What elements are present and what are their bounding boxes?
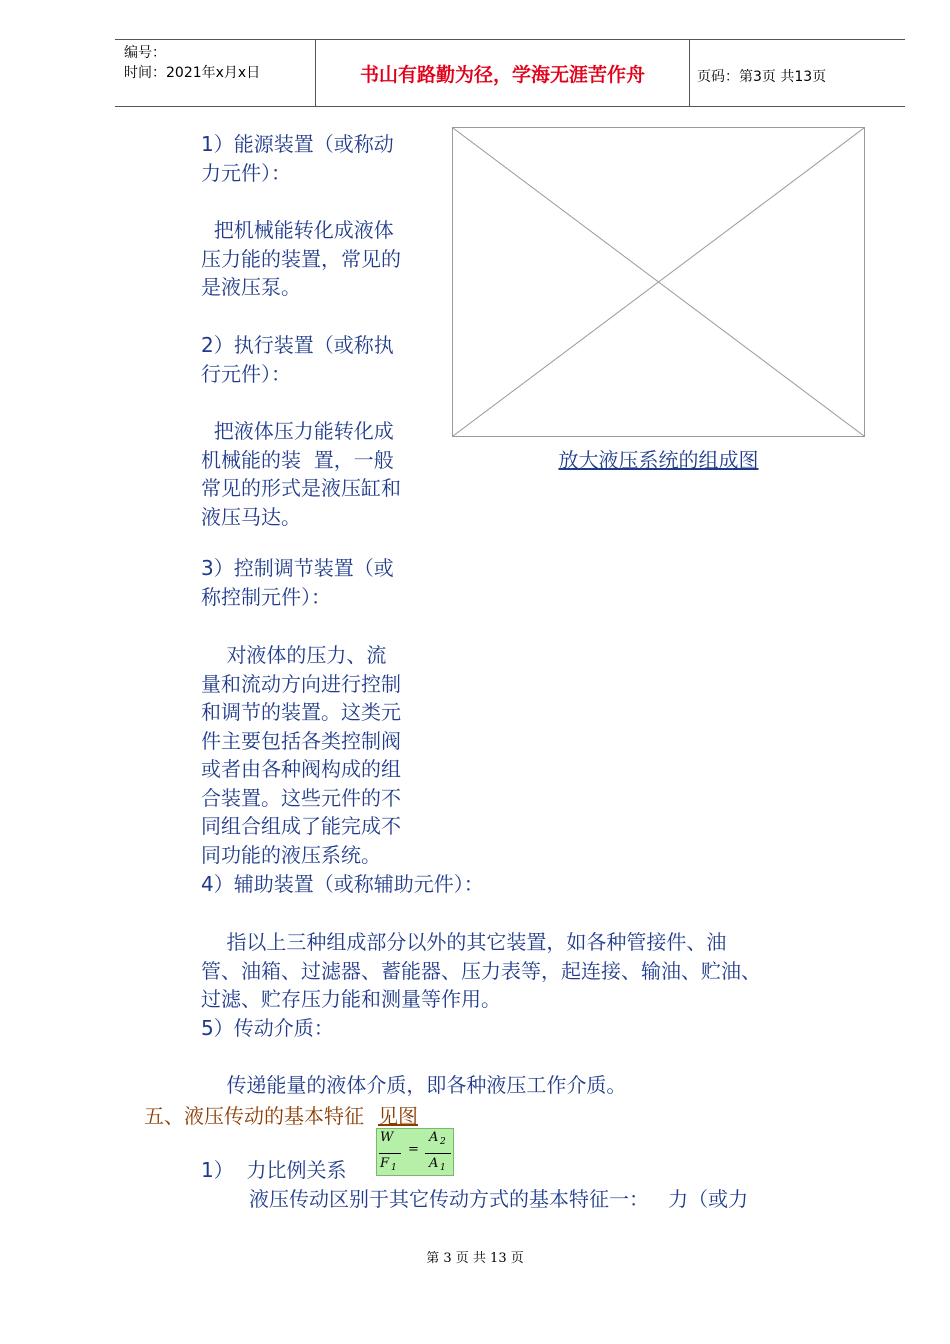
time-label: 时间：2021年x月x日 — [124, 65, 261, 81]
formula-w: W — [380, 1130, 394, 1145]
formula-f-sub: 1 — [391, 1163, 397, 1173]
header-bottom-rule — [115, 106, 905, 107]
p4-title: 4）辅助装置（或称辅助元件）： — [201, 872, 484, 896]
number-label: 编号： — [124, 45, 166, 61]
p1-body: 把机械能转化成液体 压力能的装置，常见的 是液压泵。 — [201, 218, 401, 299]
formula-fraction-bar-right — [425, 1153, 451, 1154]
figure-caption-link[interactable]: 放大液压系统的组成图 — [558, 448, 759, 472]
p1-title: 1）能源装置（或称动 力元件）： — [201, 132, 394, 185]
see-figure-link[interactable]: 见图 — [378, 1104, 418, 1128]
formula-a1-sub: 1 — [440, 1163, 446, 1173]
p5-title: 5）传动介质： — [201, 1016, 334, 1040]
formula-a2-sub: 2 — [440, 1137, 446, 1147]
sub1-title: 1） 力比例关系 — [201, 1158, 347, 1182]
formula-equals: = — [408, 1142, 419, 1157]
section-title: 五、液压传动的基本特征 — [144, 1104, 364, 1128]
p2-title: 2）执行装置（或称执 行元件）： — [201, 333, 394, 386]
image-placeholder — [452, 127, 865, 437]
header-top-rule — [115, 39, 905, 40]
p2-body: 把液体压力能转化成 机械能的装 置，一般 常见的形式是液压缸和 液压马达。 — [201, 419, 401, 529]
p3-body: 对液体的压力、流 量和流动方向进行控制 和调节的装置。这类元 件主要包括各类控制阀 或者由各种阀构成的组 合装置。这些元件的不 同组合组成了能完成不 同功能的液压系统。 — [201, 643, 401, 867]
page-label: 页码：第3页 共13页 — [697, 69, 827, 85]
p5-body: 传递能量的液体介质，即各种液压工作介质。 — [201, 1073, 627, 1097]
formula-f: F — [380, 1156, 390, 1171]
p4-body: 指以上三种组成部分以外的其它装置，如各种管接件、油 管、油箱、过滤器、蓄能器、压力表等，起连接、输油、贮油、 过滤、贮存压力能和测量等作用。 — [201, 930, 761, 1011]
broken-image-icon — [453, 128, 864, 436]
motto: 书山有路勤为径，学海无涯苦作舟 — [359, 64, 645, 86]
page-footer: 第 3 页 共 13 页 — [426, 1251, 524, 1266]
formula-a1: A — [429, 1156, 439, 1171]
formula-fraction-bar-left — [379, 1153, 401, 1154]
header-divider-right — [689, 40, 690, 106]
formula-a2: A — [429, 1130, 439, 1145]
section-heading — [144, 1100, 418, 1129]
sub1-body: 液压传动区别于其它传动方式的基本特征一： 力（或力 — [249, 1187, 749, 1211]
formula-image — [376, 1128, 454, 1176]
p3-title: 3）控制调节装置（或 称控制元件）： — [201, 556, 394, 609]
